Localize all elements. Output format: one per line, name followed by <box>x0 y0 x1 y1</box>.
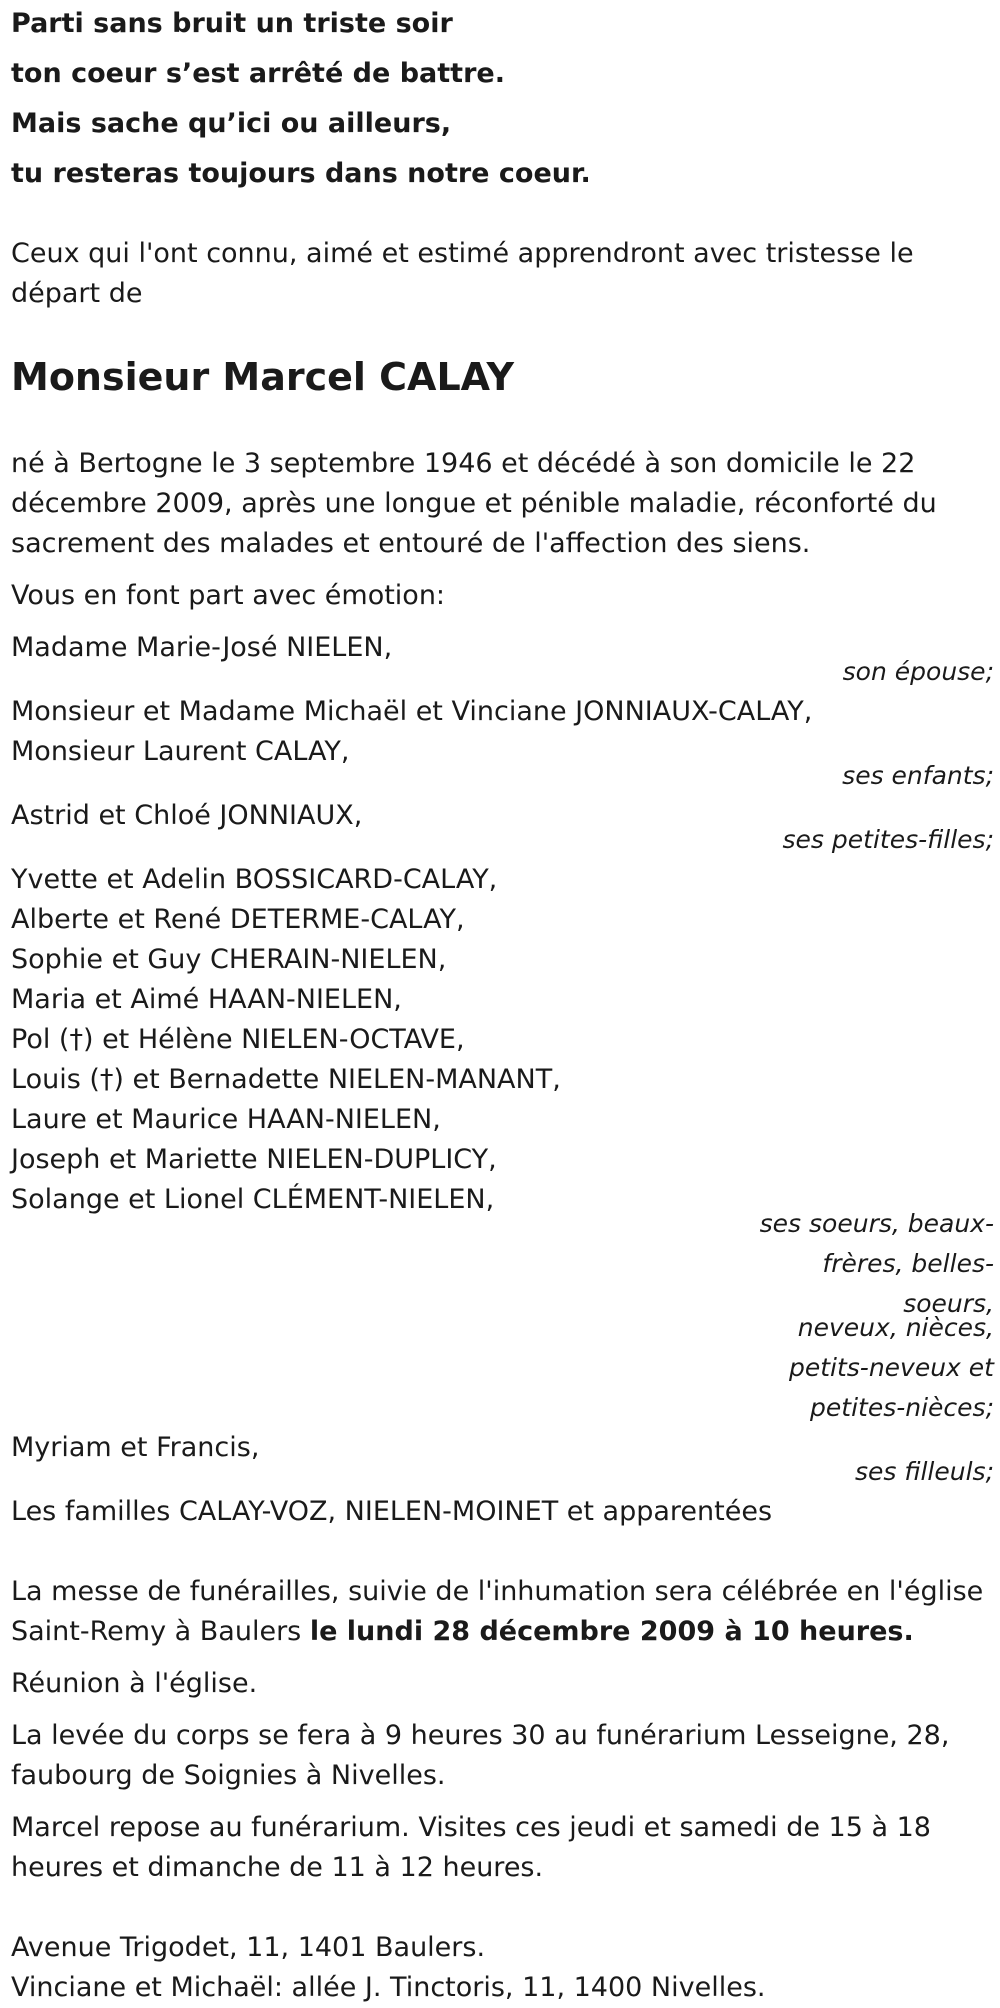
bio-line-2: décembre 2009, après une longue et pénible maladie, réconforté du <box>11 488 937 519</box>
sibling-8: Joseph et Mariette NIELEN-DUPLICY, <box>11 1144 497 1175</box>
child-2: Monsieur Laurent CALAY, <box>11 736 350 767</box>
sibling-3: Sophie et Guy CHERAIN-NIELEN, <box>11 944 447 975</box>
grandchildren-role: ses petites-filles; <box>782 825 994 854</box>
funeral-line-2 <box>11 1612 914 1652</box>
sibling-4: Maria et Aimé HAAN-NIELEN, <box>11 984 402 1015</box>
sibling-2: Alberte et René DETERME-CALAY, <box>11 904 465 935</box>
sibling-5: Pol (†) et Hélène NIELEN-OCTAVE, <box>11 1024 465 1055</box>
spouse: Madame Marie-José NIELEN, <box>11 632 393 663</box>
nephews-role-line-1: neveux, nièces, <box>797 1313 994 1342</box>
deceased-name: Monsieur Marcel CALAY <box>11 355 514 399</box>
intro-line-1: Ceux qui l'ont connu, aimé et estimé apprendront avec tristesse le <box>11 238 914 269</box>
poem-line-1: Parti sans bruit un triste soir <box>11 8 453 39</box>
siblings-role-line-2: frères, belles- <box>822 1249 994 1278</box>
grandchildren: Astrid et Chloé JONNIAUX, <box>11 800 363 831</box>
nephews-role-line-3: petites-nièces; <box>810 1393 994 1422</box>
funeral-place: Saint-Remy à Baulers <box>11 1616 310 1647</box>
address-1: Avenue Trigodet, 11, 1401 Baulers. <box>11 1932 486 1963</box>
godchildren-role: ses filleuls; <box>854 1457 994 1486</box>
children-role: ses enfants; <box>842 761 994 790</box>
siblings-role-line-1: ses soeurs, beaux- <box>759 1209 994 1238</box>
families: Les familles CALAY-VOZ, NIELEN-MOINET et apparentées <box>11 1496 773 1527</box>
poem-line-3: Mais sache qu’ici ou ailleurs, <box>11 108 452 139</box>
bio-line-3: sacrement des malades et entouré de l'affection des siens. <box>11 528 811 559</box>
sibling-7: Laure et Maurice HAAN-NIELEN, <box>11 1104 441 1135</box>
meeting: Réunion à l'église. <box>11 1668 258 1699</box>
intro-line-2: départ de <box>11 278 143 309</box>
visits-line-2: heures et dimanche de 11 à 12 heures. <box>11 1852 544 1883</box>
nephews-role-line-2: petits-neveux et <box>788 1353 994 1382</box>
sibling-6: Louis (†) et Bernadette NIELEN-MANANT, <box>11 1064 561 1095</box>
levee-line-1: La levée du corps se fera à 9 heures 30 au funérarium Lesseigne, 28, <box>11 1720 950 1751</box>
child-1: Monsieur et Madame Michaël et Vinciane JONNIAUX-CALAY, <box>11 696 813 727</box>
siblings-role-line-3: soeurs, <box>903 1289 994 1318</box>
funeral-date: le lundi 28 décembre 2009 à 10 heures. <box>309 1616 914 1647</box>
spouse-role: son épouse; <box>842 657 994 686</box>
poem-line-4: tu resteras toujours dans notre coeur. <box>11 158 591 189</box>
sibling-9: Solange et Lionel CLÉMENT-NIELEN, <box>11 1184 495 1215</box>
announce: Vous en font part avec émotion: <box>11 580 446 611</box>
bio-line-1: né à Bertogne le 3 septembre 1946 et décédé à son domicile le 22 <box>11 448 916 479</box>
poem-line-2: ton coeur s’est arrêté de battre. <box>11 58 505 89</box>
address-2: Vinciane et Michaël: allée J. Tinctoris, 11, 1400 Nivelles. <box>11 1972 766 2003</box>
visits-line-1: Marcel repose au funérarium. Visites ces jeudi et samedi de 15 à 18 <box>11 1812 931 1843</box>
levee-line-2: faubourg de Soignies à Nivelles. <box>11 1760 446 1791</box>
funeral-line-1: La messe de funérailles, suivie de l'inhumation sera célébrée en l'église <box>11 1576 984 1607</box>
godchildren: Myriam et Francis, <box>11 1432 260 1463</box>
sibling-1: Yvette et Adelin BOSSICARD-CALAY, <box>11 864 498 895</box>
